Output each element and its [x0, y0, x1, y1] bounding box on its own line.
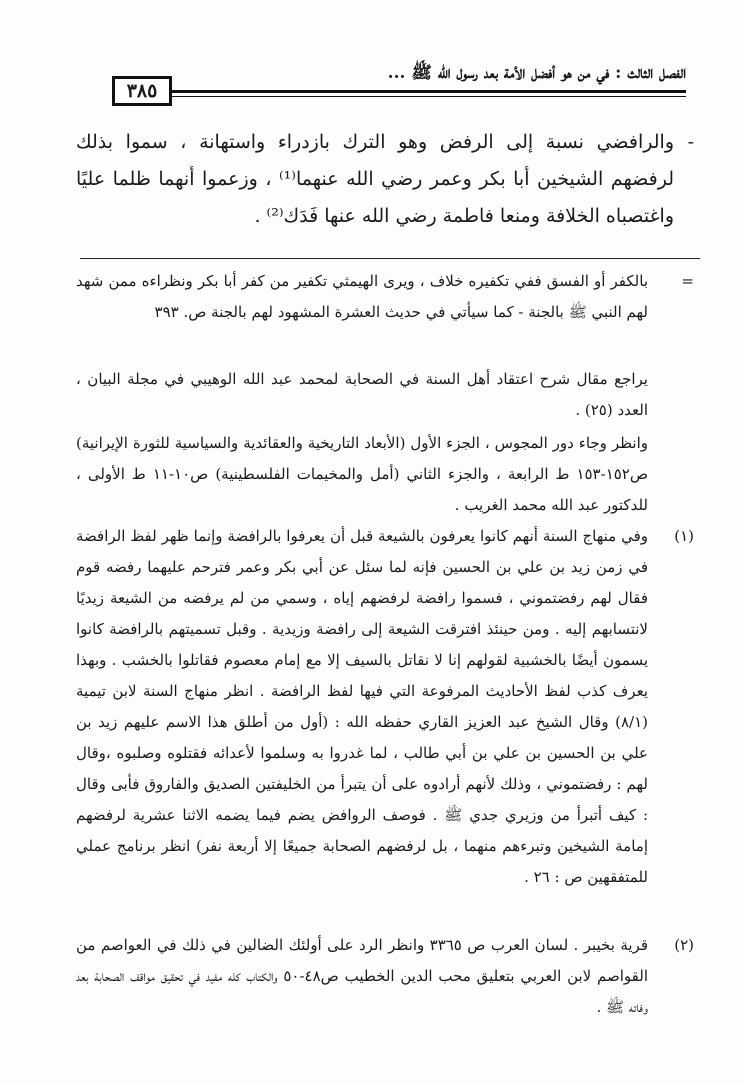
footnote-2: قرية بخيبر . لسان العرب ص ٣٣٦٥ وانظر الرد على أولئك الضالين في ذلك في العواصم من القواصم لابن العربي بتعليق محب الدين الخطيب ص٤٨-٥٠ والكتاب كله مفيد في تحقيق مواقف الصحابة بعد وفاته ﷺ .: [76, 936, 648, 1016]
main-paragraph-dash: -: [687, 131, 694, 153]
footnote-1-marker: (١): [674, 527, 694, 545]
footnote-1: وفي منهاج السنة أنهم كانوا يعرفون بالشيعة قبل أن يعرفوا بالرافضة وإنما ظهر لفظ الرافضة في زمن زيد بن علي بن الحسين فإنه لما سئل عن أبي بكر وعمر فترحم عليهما رفضه قوم فقال لهم رفضتموني ، فسموا رافضة لرفضهم إياه ، وسمي من لم يرفضه من الشيعة زيديًا لانتسابهم إليه . ومن حينئذ افترقت الشيعة إلى رافضة وزيدية . وقبل تسميتهم بالرافضة كانوا يسمون أيضًا بالخشبية لقولهم إنا لا نقاتل بالسيف إلا مع إمام معصوم فقاتلوا بالخشب . وبهذا يعرف كذب لفظ الأحاديث المرفوعة التي فيها لفظ الرافضة . انظر منهاج السنة لابن تيمية (٨/١) وقال الشيخ عبد العزيز القاري حفظه الله : (أول من أطلق هذا الاسم عليهم زيد بن علي بن الحسين بن علي بن أبي طالب ، لما غدروا به وسلموا لأعدائه فقتلوه وصلبوه ،وقال لهم : رفضتموني ، وذلك لأنهم أرادوه على أن يتبرأ من الخليفتين الصديق والفاروق فأبى وقال : كيف أتبرأ من وزيري جدي ﷺ . فوصف الروافض يضم فيما يضمه الاثنا عشرية لرفضهم إمامة الشيخين وتبرءهم منهما ، بل لرفضهم الصحابة جميعًا إلا أربعة نفر) انظر برنامج عملي للمتفقهين ص : ٢٦ .: [76, 527, 648, 886]
running-title: الفصل الثالث : في من هو أفضل الأمة بعد رسول الله ﷺ ...: [387, 63, 686, 83]
footnote-divider: [80, 258, 700, 259]
header-rule-thin: [172, 96, 686, 97]
footnote-2-marker: (٢): [674, 936, 694, 954]
footnote-continuation: بالكفر أو الفسق ففي تكفيره خلاف ، ويرى الهيمثي تكفير من كفر أبا بكر ونظراءه ممن شهد لهم النبي ﷺ بالجنة - كما سيأتي في حديث العشرة المشهود لهم بالجنة ص. ٣٩٣: [76, 272, 648, 321]
main-paragraph: والرافضي نسبة إلى الرفض وهو الترك بازدراء واستهانة ، سموا بذلك لرفضهم الشيخين أبا بكر وعمر رضي الله عنهما⁽¹⁾ ، وزعموا أنهما ظلما عليًا واغتصباه الخلافة ومنعا فاطمة رضي الله عنها فَدَك⁽²⁾ .: [76, 131, 674, 227]
footnote-continuation-marker: =: [681, 272, 694, 290]
page-number: ٣٨٥: [112, 76, 172, 106]
footnote-paragraph: يراجع مقال شرح اعتقاد أهل السنة في الصحابة لمحمد عبد الله الوهيبي في مجلة البيان ، العدد (٢٥) .: [76, 370, 648, 419]
footnote-paragraph: وانظر وجاء دور المجوس ، الجزء الأول (الأبعاد التاريخية والعقائدية والسياسية للثورة الإيرانية) ص١٥٢-١٥٣ ط الرابعة ، والجزء الثاني (أمل والمخيمات الفلسطينية) ص١٠-١١ ط الأولى ، للدكتور عبد الله محمد الغريب .: [76, 434, 648, 514]
header-rule: [172, 90, 686, 93]
